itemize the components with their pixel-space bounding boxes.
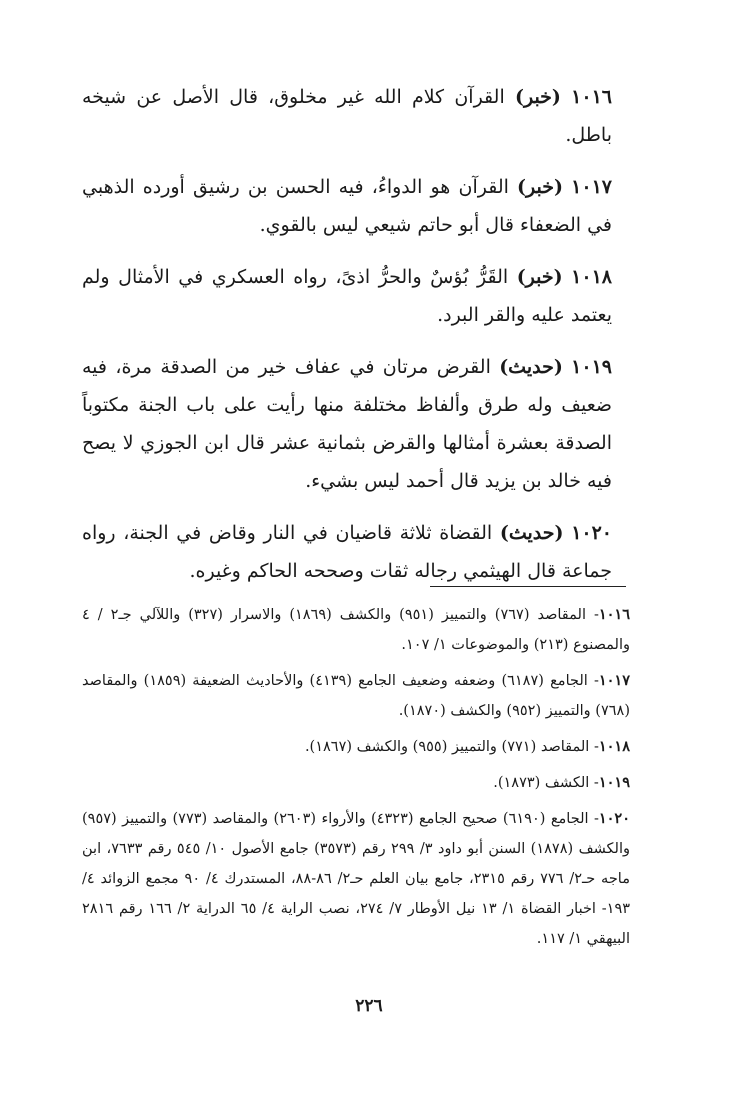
footnote-text: - المقاصد (٧٦٧) والتمييز (٩٥١) والكشف (١٨٦٩) والاسرار (٣٢٧) واللآلي جـ٢ / ٤ والمصنوع (٢١٣) والموضوعات ١/ ١٠٧.: [82, 607, 630, 653]
footnote-number: ١٠١٧: [598, 672, 630, 689]
entry-number: ١٠١٩: [571, 356, 612, 378]
entry-number: ١٠١٧: [571, 176, 612, 198]
entry-number: ١٠٢٠: [571, 522, 613, 544]
entry-text: القرآن كلام الله غير مخلوق، قال الأصل عن شيخه باطل.: [82, 86, 612, 146]
footnote-1020: [82, 804, 630, 954]
entry-1017: [82, 168, 612, 244]
entry-1016: [82, 78, 612, 154]
entry-1020: [82, 514, 612, 590]
footnote-1019: [82, 768, 630, 798]
entry-tag: (خبر): [514, 86, 561, 108]
footnote-number: ١٠٢٠: [598, 810, 631, 827]
footnote-number: ١٠١٩: [598, 774, 630, 791]
entry-text: القضاة ثلاثة قاضيان في النار وقاض في الجنة، رواه جماعة قال الهيثمي رجاله ثقات وصححه الحاكم وغيره.: [82, 522, 612, 582]
footnote-1018: [82, 732, 630, 762]
footnote-number: ١٠١٦: [598, 606, 631, 623]
footnote-text: - الكشف (١٨٧٣).: [493, 775, 599, 791]
entry-tag: (حديث): [499, 522, 564, 544]
footnote-1017: [82, 666, 630, 726]
entry-number: ١٠١٦: [571, 86, 612, 108]
entry-1019: [82, 348, 612, 500]
entry-text: القرض مرتان في عفاف خير من الصدقة مرة، فيه ضعيف وله طرق وألفاظ مختلفة منها رأيت على باب الجنة مكتوباً الصدقة بعشرة أمثالها والقرض بثمانية عشر قال ابن الجوزي لا يصح فيه خالد بن يزيد قال أحمد ليس بشيء.: [82, 356, 612, 492]
footnote-1016: [82, 600, 630, 660]
footnote-number: ١٠١٨: [598, 738, 630, 755]
entry-tag: (حديث): [499, 356, 563, 378]
entry-tag: (خبر): [516, 266, 563, 288]
footnote-text: - المقاصد (٧٧١) والتمييز (٩٥٥) والكشف (١٨٦٧).: [304, 739, 599, 755]
entry-text: القرآن هو الدواءُ، فيه الحسن بن رشيق أورده الذهبي في الضعفاء قال أبو حاتم شيعي ليس بالقوي.: [82, 176, 612, 236]
entry-tag: (خبر): [517, 176, 563, 198]
footnote-text: - الجامع (٦١٩٠) صحيح الجامع (٤٣٢٣) والأرواء (٢٦٠٣) والمقاصد (٧٧٣) والتمييز (٩٥٧) والكشف (١٨٧٨) السنن أبو داود ٣/ ٢٩٩ رقم (٣٥٧٣) جامع الأصول ١٠/ ٥٤٥ رقم ٧٦٣٣، ابن ماجه حـ٢/ ٧٧٦ رقم ٢٣١٥، جامع بيان العلم حـ٢/ ٨٦-٨٨، المستدرك ٤/ ٩٠ مجمع الزوائد ٤/ ١٩٣- اخبار القضاة ١/ ١٣ نيل الأوطار ٧/ ٢٧٤، نصب الراية ٤/ ٦٥ الدراية ٢/ ١٦٦ رقم ٢٨١٦ البيهقي ١/ ١١٧.: [82, 811, 631, 947]
main-text: [82, 78, 612, 604]
entry-number: ١٠١٨: [571, 266, 612, 288]
footnote-text: - الجامع (٦١٨٧) وضعفه وضعيف الجامع (٤١٣٩) والأحاديث الضعيفة (١٨٥٩) والمقاصد (٧٦٨) والتمييز (٩٥٢) والكشف (١٨٧٠).: [82, 673, 630, 719]
footnotes: [82, 600, 630, 960]
page-number: ٢٢٦: [355, 996, 383, 1016]
footnote-divider: [430, 586, 626, 587]
entry-text: القَرُّ بُؤسٌ والحرُّ اذىً، رواه العسكري في الأمثال ولم يعتمد عليه والقر البرد.: [82, 266, 612, 326]
entry-1018: [82, 258, 612, 334]
